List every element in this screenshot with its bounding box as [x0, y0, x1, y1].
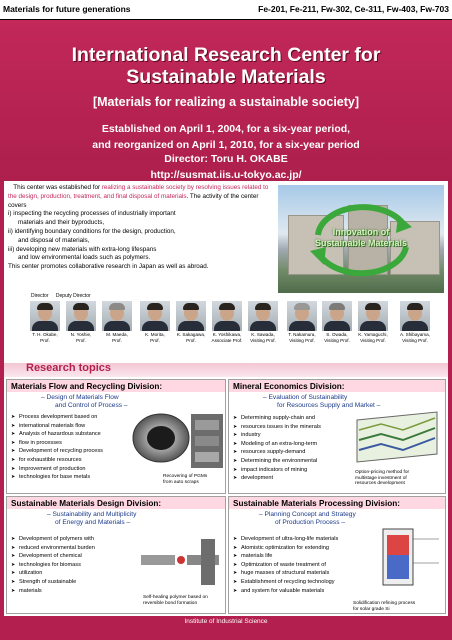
member-card	[98, 301, 136, 343]
member-name: A. Shibayama,	[400, 332, 430, 337]
poster-subtitle: [Materials for realizing a sustainable society]	[92, 95, 360, 109]
option-pricing-plot	[351, 410, 443, 468]
member-name: K. Yoshikawa,	[212, 332, 242, 337]
list-item-cont: ➤ materials	[11, 587, 137, 596]
innovation-label-2: Sustainable Materials	[314, 238, 408, 248]
list-item: ➤ Atomistic optimization for extending	[233, 544, 365, 553]
website-link[interactable]: http://susmat.iis.u-tokyo.ac.jp/	[150, 169, 302, 181]
campus-photo	[278, 185, 444, 293]
member-photo	[287, 301, 317, 331]
division-subtitle-2: of Production Process –	[275, 519, 346, 526]
member-photo	[140, 301, 170, 331]
div3-caption: Self-healing polymer based on reversible bond formation	[143, 595, 208, 606]
member-card	[283, 301, 321, 343]
member-title: Prof.	[76, 337, 86, 343]
division-mineral-economics	[228, 379, 446, 494]
deputy-director-role: Deputy Director	[55, 293, 91, 299]
member-name: K. Sakagawa,	[176, 332, 206, 337]
division-materials-flow	[6, 379, 226, 494]
division-title: Materials Flow and Recycling Division:	[7, 380, 225, 392]
division-items	[11, 535, 137, 595]
div1-caption: Recovering of PGMs from auto scraps	[163, 474, 208, 485]
list-item: ➤ Determining supply-chain and	[233, 414, 351, 423]
member-title: Prof.	[112, 337, 122, 343]
intro-item-3: iii) developing new materials with extra-long lifespans	[8, 245, 157, 253]
member-card	[136, 301, 174, 343]
member-name: S. Owada,	[326, 332, 348, 337]
list-item-cont: ➤ technologies for biomass	[11, 561, 137, 570]
list-item-cont: ➤ technologies for base metals	[11, 473, 131, 482]
member-name: N. Yoshie,	[70, 332, 92, 337]
intro-item-1: i) inspecting the recycling processes of industrially important	[8, 210, 176, 218]
division-subtitle-1: – Evaluation of Sustainability	[263, 394, 348, 401]
member-title: Visiting Prof.	[324, 337, 350, 343]
solidification-furnace-diagram	[369, 519, 443, 597]
member-card	[396, 301, 434, 343]
division-subtitle-2: of Energy and Materials –	[55, 519, 131, 526]
member-title: Visiting Prof.	[289, 337, 315, 343]
member-name: K. Yamaguchi,	[358, 332, 388, 337]
intro-highlight: realizing a sustainable society by resolving issues related to the design, production, treatment, and final disposal of materials	[8, 184, 269, 200]
intro-item-2b: and disposal of materials,	[18, 236, 90, 244]
member-title: Associate Prof.	[211, 337, 243, 343]
list-item-cont: ➤ international materials flow	[11, 422, 131, 431]
member-photo	[212, 301, 242, 331]
division-subtitle-1: – Sustainability and Multiplicity	[47, 511, 137, 518]
list-item-cont: ➤ development	[233, 474, 351, 483]
series-label: Materials for future generations	[3, 4, 131, 14]
list-item-cont: ➤ for exhaustible resources	[11, 456, 131, 465]
pgm-catalyst-image	[131, 412, 191, 464]
member-card	[244, 301, 282, 343]
list-item: ➤ Improvement of production	[11, 465, 131, 474]
div2-caption: Option-pricing method for multistage investment of resources development	[355, 470, 410, 487]
division-subtitle-1: – Design of Materials Flow	[41, 394, 119, 401]
list-item-cont: ➤ flow in processes	[11, 439, 131, 448]
poster-title-line1: International Research Center for	[71, 44, 381, 66]
div4-caption: Solidification refining process for solar grade Si	[353, 601, 416, 612]
poster-title-line2: Sustainable Materials	[126, 66, 326, 88]
list-item-cont: ➤ reduced environmental burden	[11, 544, 137, 553]
division-materials-processing	[228, 496, 446, 614]
member-card	[62, 301, 100, 343]
intro-p1b: . The activity of the center covers	[8, 192, 259, 209]
list-item: ➤ Optimization of waste treatment of	[233, 561, 365, 570]
member-gallery	[4, 301, 448, 361]
innovation-label-1: Innovation of	[332, 227, 390, 237]
member-title: Visiting Prof.	[360, 337, 386, 343]
member-card	[26, 301, 64, 343]
list-item: ➤ Development of recycling process	[11, 447, 131, 456]
list-item: ➤ Development of polymers with	[11, 535, 137, 544]
member-photo	[322, 301, 352, 331]
list-item-cont: ➤ industry	[233, 431, 351, 440]
list-item: ➤ Development of chemical	[11, 552, 137, 561]
intro-p1a: This center was established for	[13, 184, 102, 191]
member-title: Prof.	[40, 337, 50, 343]
list-item: ➤ Establishment of recycling technology	[233, 578, 365, 587]
member-card	[354, 301, 392, 343]
member-title: Prof.	[150, 337, 160, 343]
member-name: K. Sawada,	[251, 332, 275, 337]
established-line1: Established on April 1, 2004, for a six-year period,	[101, 123, 351, 135]
list-item-cont: ➤ impact indicators of mining	[233, 466, 351, 475]
list-item-cont: ➤ utilization	[11, 569, 137, 578]
list-item: ➤ Strength of sustainable	[11, 578, 137, 587]
member-name: K. Morita,	[145, 332, 165, 337]
list-item: ➤ Process development based on	[11, 413, 131, 422]
member-photo	[358, 301, 388, 331]
intro-item-3b: and low environmental loads such as polymers.	[18, 254, 151, 262]
member-card	[208, 301, 246, 343]
content-panel	[4, 181, 448, 616]
division-title: Sustainable Materials Processing Division:	[229, 497, 445, 509]
top-bar	[0, 0, 452, 20]
list-item: ➤ Determining the environmental	[233, 457, 351, 466]
established-line2: and reorganized on April 1, 2010, for a six-year period	[92, 139, 360, 151]
member-card	[318, 301, 356, 343]
research-topics-heading: Research topics	[26, 362, 111, 374]
list-item-cont: ➤ materials life	[233, 552, 365, 561]
scrap-image	[189, 412, 225, 470]
polymer-sample-image	[139, 537, 223, 587]
member-name: T. Nakamura,	[288, 332, 316, 337]
division-subtitle-2: and Control of Process –	[55, 402, 128, 409]
intro-item-1b: materials and their byproducts,	[18, 219, 105, 227]
poster-header	[0, 20, 452, 182]
member-title: Visiting Prof.	[250, 337, 276, 343]
member-title: Prof.	[186, 337, 196, 343]
list-item: ➤ Development of ultra-long-life materials	[233, 535, 365, 544]
division-title: Mineral Economics Division:	[229, 380, 445, 392]
member-photo	[400, 301, 430, 331]
division-items	[11, 413, 131, 482]
intro-text	[4, 181, 274, 275]
division-materials-design	[6, 496, 226, 614]
institute-footer: Institute of Industrial Science	[184, 618, 268, 625]
list-item: ➤ Modeling of an extra-long-term	[233, 440, 351, 449]
member-photo	[102, 301, 132, 331]
member-card	[172, 301, 210, 343]
division-title: Sustainable Materials Design Division:	[7, 497, 225, 509]
list-item: ➤ Analysis of hazardous substance	[11, 430, 131, 439]
division-items	[233, 414, 351, 483]
role-labels	[31, 293, 97, 299]
member-photo	[248, 301, 278, 331]
list-item-cont: ➤ and system for valuable materials	[233, 587, 365, 596]
list-item-cont: ➤ resources supply-demand	[233, 448, 351, 457]
list-item-cont: ➤ resources issues in the minerals	[233, 423, 351, 432]
member-photo	[176, 301, 206, 331]
room-numbers: Fe-201, Fe-211, Fw-302, Ce-311, Fw-403, Fw-703	[258, 4, 449, 14]
list-item-cont: ➤ huge masses of structural materials	[233, 569, 365, 578]
intro-item-2: ii) identifying boundary conditions for the design, production,	[8, 227, 176, 235]
member-name: M. Maeda,	[106, 332, 128, 337]
division-subtitle-2: for Resources Supply and Market –	[277, 402, 381, 409]
division-items	[233, 535, 365, 595]
director-line: Director: Toru H. OKABE	[164, 153, 288, 165]
member-photo	[30, 301, 60, 331]
director-role: Director	[31, 293, 49, 299]
member-title: Visiting Prof.	[402, 337, 428, 343]
division-subtitle-1: – Planning Concept and Strategy	[259, 511, 356, 518]
member-photo	[66, 301, 96, 331]
intro-closing: This center promotes collaborative research in Japan as well as abroad.	[8, 263, 209, 271]
member-name: T. H. Okabe,	[32, 332, 58, 337]
